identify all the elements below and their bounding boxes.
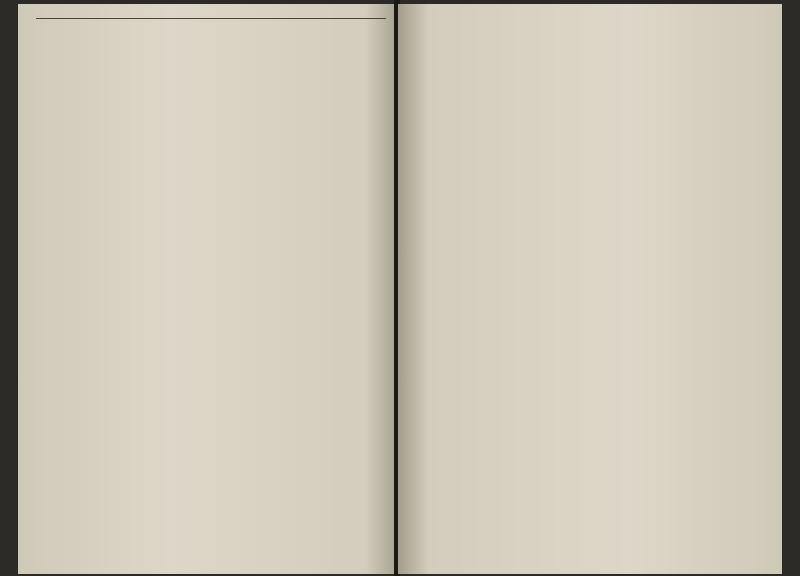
divider — [36, 18, 386, 19]
left-page — [18, 4, 396, 574]
right-page — [398, 4, 782, 574]
